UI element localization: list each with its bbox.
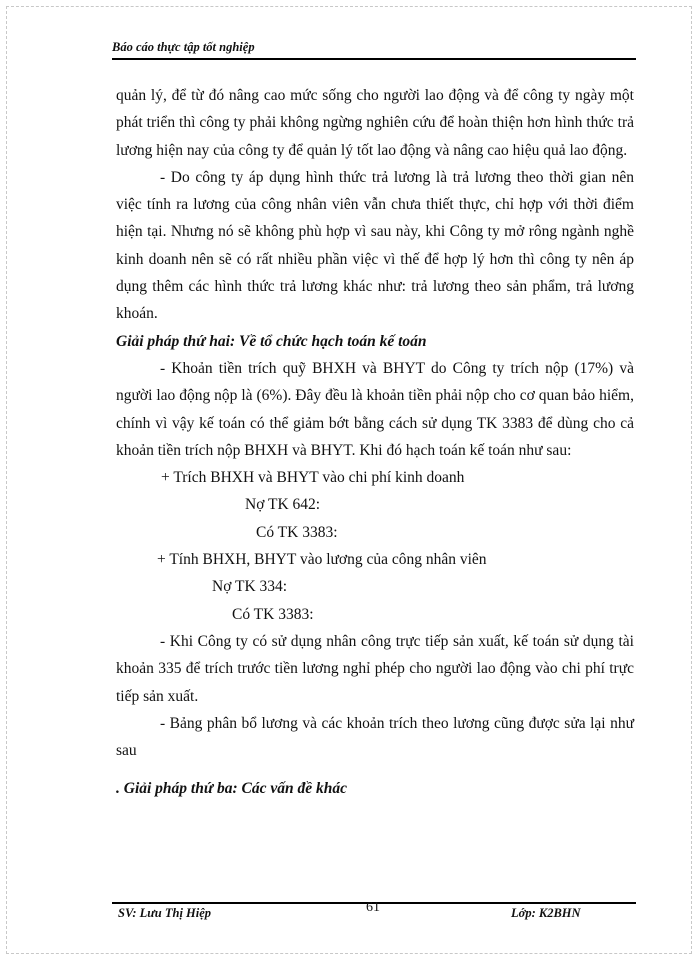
page-header (112, 38, 636, 58)
entry-item-2: + Tính BHXH, BHYT vào lương của công nhân viên (157, 551, 487, 569)
header-rule (112, 58, 636, 60)
entry-item-2-credit: Có TK 3383: (232, 605, 314, 623)
header-title: Báo cáo thực tập tốt nghiệp (112, 40, 255, 54)
paragraph-4: - Khi Công ty có sử dụng nhân công trực tiếp sản xuất, kế toán sử dụng tài khoản 335 để trích trước tiền lương nghỉ phép cho người lao động vào chi phí trực tiếp sản xuất. (116, 632, 634, 705)
paragraph-1: quản lý, để từ đó nâng cao mức sống cho người lao động và để công ty ngày một phát triển thì công ty phải không ngừng nghiên cứu để hoàn thiện hơn hình thức trả lương hiện nay của công ty để quản lý tốt lao động và nâng cao hiệu quả lao động. (116, 87, 634, 159)
footer-student: SV: Lưu Thị Hiệp (118, 906, 212, 920)
paragraph-3: - Khoản tiền trích quỹ BHXH và BHYT do Công ty trích nộp (17%) và người lao động nộp là (6%). Đây đều là khoản tiền phải nộp cho cơ quan bảo hiểm, chính vì vậy kế toán có thể giảm bớt bằng cách sử dụng TK 3383 để dùng cho cả khoản tiền trích nộp BHXH và BHYT. Khi đó hạch toán kế toán như sau: (116, 359, 634, 459)
page-number: 61 (366, 900, 380, 915)
entry-item-1-debit: Nợ TK 642: (245, 496, 321, 514)
paragraph-2: - Do công ty áp dụng hình thức trả lương là trả lương theo thời gian nên việc tính ra lương của công nhân viên vẫn chưa thiết thực, chỉ hợp với thời điểm hiện tại. Nhưng nó sẽ không phù hợp vì sau này, khi Công ty mở rông ngành nghề kinh doanh nên sẽ có rất nhiều phần việc vì thế để hợp lý hơn thì công ty nên áp dụng thêm các hình thức trả lương khác như: trả lương theo sản phẩm, trả lương khoán. (116, 168, 634, 323)
entry-item-1: + Trích BHXH và BHYT vào chi phí kinh doanh (161, 469, 465, 487)
entry-item-2-debit: Nợ TK 334: (212, 578, 288, 596)
heading-solution-3: . Giải pháp thứ ba: Các vấn đề khác (116, 780, 348, 798)
page-body (116, 82, 634, 803)
footer-class: Lớp: K2BHN (511, 906, 581, 920)
paragraph-5: - Bảng phân bổ lương và các khoản trích theo lương cũng được sửa lại như sau (116, 714, 634, 760)
entry-item-1-credit: Có TK 3383: (256, 523, 338, 541)
heading-solution-2: Giải pháp thứ hai: Về tổ chức hạch toán kế toán (116, 332, 427, 350)
